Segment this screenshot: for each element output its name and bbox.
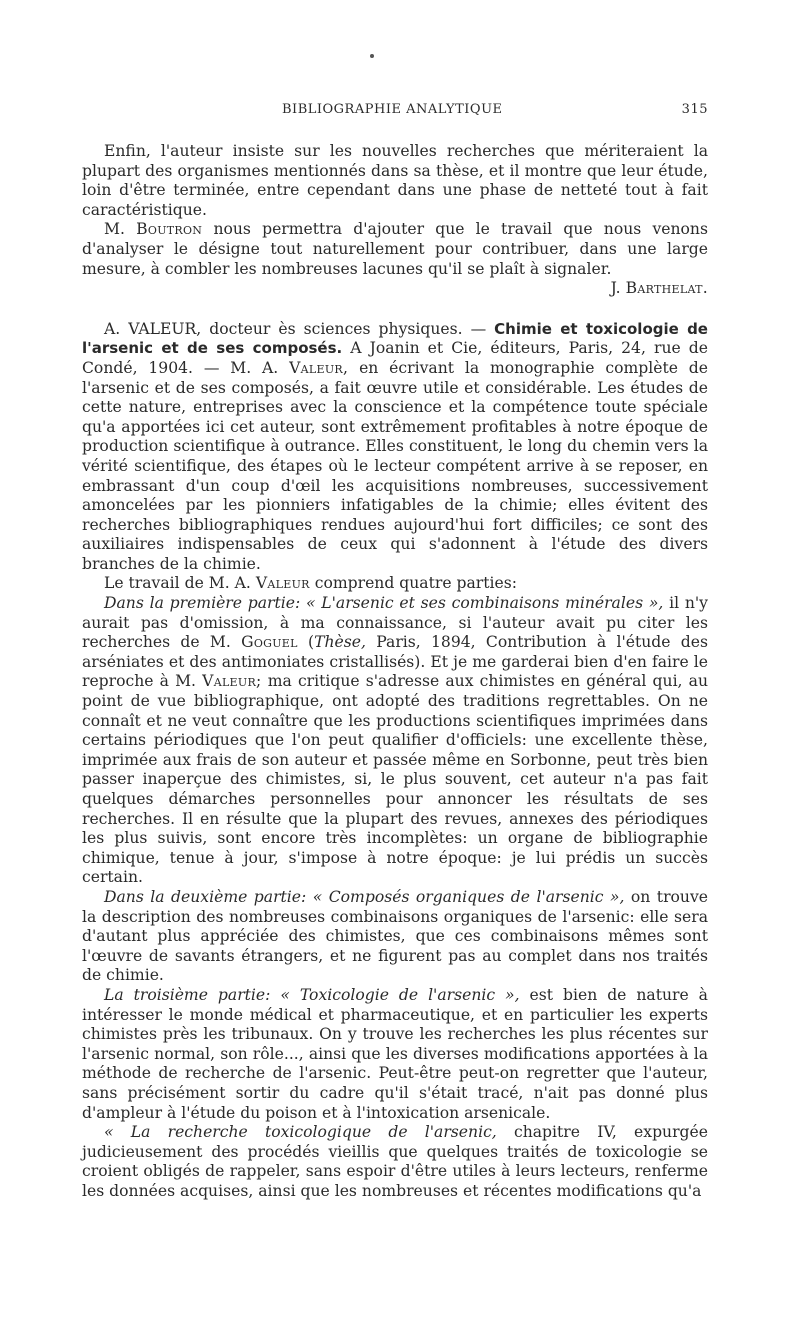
author-name: Valeur; — [202, 672, 262, 691]
section-gap — [82, 299, 708, 320]
paragraph-text: comprend quatre parties: — [314, 574, 517, 593]
part-title: « L'arsenic et ses combinaisons minérales », — [305, 594, 664, 613]
paragraph — [82, 888, 708, 986]
part-title: « Composés organiques de l'arsenic », — [312, 887, 625, 906]
signature-name: Barthelat. — [625, 279, 708, 298]
paragraph-text: nous permettra d'ajouter que le travail que nous venons d'analyser le désigne tout naturellement pour contribuer, dans une large mesure, à combler les nombreuses lacunes qu'il se plaît à signaler. — [82, 220, 708, 278]
paragraph — [82, 986, 708, 1123]
running-title: BIBLIOGRAPHIE ANALYTIQUE — [282, 102, 503, 117]
paragraph-text: Paris, 1894, Contribution à l'étude des arséniates et des antimoniates cristallisés). Et je me garderai bien d'en faire le reproche à M. — [82, 633, 708, 691]
author-name: Goguel — [241, 633, 298, 652]
paragraph — [82, 142, 708, 220]
signature-initial: J. — [610, 279, 621, 298]
paragraph — [82, 574, 708, 594]
italic-text: Thèse, — [314, 633, 366, 652]
part-title: « Toxicologie de l'arsenic », — [280, 985, 520, 1004]
part-heading: La troisième partie: — [104, 985, 271, 1004]
part-heading: Dans la deuxième partie: — [104, 887, 307, 906]
author-name: Valeur, — [289, 358, 349, 377]
paragraph-text: M. — [104, 220, 125, 239]
paragraph-text: Le travail de M. A. — [104, 574, 251, 593]
part-heading: Dans la première partie: — [104, 594, 301, 613]
running-header — [82, 102, 708, 124]
author-name: Valeur — [255, 574, 310, 593]
paragraph-text: ma critique s'adresse aux chimistes en général qui, au point de vue bibliographique, ont adopté des traditions regrettables. On ne connaît et ne veut connaître que les productions scientifiques imprimées dans certains périodiques que l'on peut qualifier d'officiels: une excellente thèse, imprimée aux frais de son auteur et passée même en Sorbonne, peut très bien passer inaperçue des chimistes, si, le plus souvent, cet auteur n'a pas fait quelques démarches personnelles pour annoncer les résultats de ses recherches. Il en résulte que la plupart des revues, annexes des périodiques les plus suivis, sont encore très incomplètes: un organe de bibliographie chimique, tenue à jour, s'impose à notre époque: je lui prédis un succès certain. — [82, 672, 708, 887]
author-name: Boutron — [136, 220, 203, 239]
paragraph-text: chapitre IV, expurgée judicieusement des procédés vieillis que quelques traités de toxicologie se croient obligés de rappeler, sans espoir d'être utiles à leurs lecteurs, renferme les données acquises, ainsi que les nombreuses et récentes modifications qu'a — [82, 1123, 708, 1200]
signature — [82, 279, 708, 299]
paragraph-text: ( — [308, 633, 315, 652]
part-title: « La recherche toxicologique de l'arsenic, — [104, 1123, 497, 1142]
paragraph-text: il n'y aurait pas d'omission, à ma connaissance, si l'auteur avait pu citer les recherches de M. — [82, 594, 708, 652]
printer-mark — [370, 54, 374, 58]
paragraph-text: Enfin, l'auteur insiste sur les nouvelles recherches que mériteraient la plupart des organismes mentionnés dans sa thèse, et il montre que leur étude, loin d'être terminée, entre cependant dans une phase de netteté tout à fait caractéristique. — [82, 142, 708, 219]
paragraph-text: est bien de nature à intéresser le monde médical et pharmaceutique, et en particulier les experts chimistes près les tribunaux. On y trouve les recherches les plus récentes sur l'arsenic normal, son rôle..., ainsi que les diverses modifications apportées à la méthode de recherche de l'arsenic. Peut-être peut-on regretter que l'auteur, sans précisément sortir du cadre qu'il s'était tracé, n'ait pas donné plus d'ampleur à l'étude du poison et à l'intoxication arsenicale. — [82, 985, 708, 1122]
paragraph — [82, 1123, 708, 1201]
review-entry — [82, 320, 708, 575]
paragraph-text: en écrivant la monographie complète de l'arsenic et de ses composés, a fait œuvre utile et considérable. Les études de cette nature, entreprises avec la conscience et la compétence toute spéciale qu'a apportées ici cet auteur, sont extrêmement profitables à notre époque de production scientifique à outrance. Elles constituent, le long du chemin vers la vérité scientifique, des étapes où le lecteur compétent arrive à se reposer, en embrassant d'un coup d'œil les acquisitions nombreuses, successivement amoncelées par les pionniers infatigables de la chimie; elles évitent des recherches bibliographiques rendues aujourd'hui fort difficiles; ce sont des auxiliaires indispensables de ceux qui s'adonnent à l'étude des divers branches de la chimie. — [82, 358, 708, 573]
review-author: A. VALEUR, docteur ès sciences physiques. — — [104, 319, 487, 338]
paragraph — [82, 220, 708, 279]
paragraph-text: A Joanin et Cie, éditeurs, Paris, 24, rue de Condé, 1904. — M. A. — [82, 339, 708, 377]
text-body — [82, 142, 708, 1201]
paragraph — [82, 594, 708, 888]
page-number: 315 — [681, 102, 708, 117]
paragraph-text: on trouve la description des nombreuses combinaisons organiques de l'arsenic: elle sera d'autant plus appréciée des chimistes, que ces combinaisons mêmes sont l'œuvre de savants étrangers, et ne figurent pas au complet dans nos traités de chimie. — [82, 887, 708, 985]
review-book-title: Chimie et toxicologie de l'arsenic et de ses composés. — [82, 319, 708, 358]
